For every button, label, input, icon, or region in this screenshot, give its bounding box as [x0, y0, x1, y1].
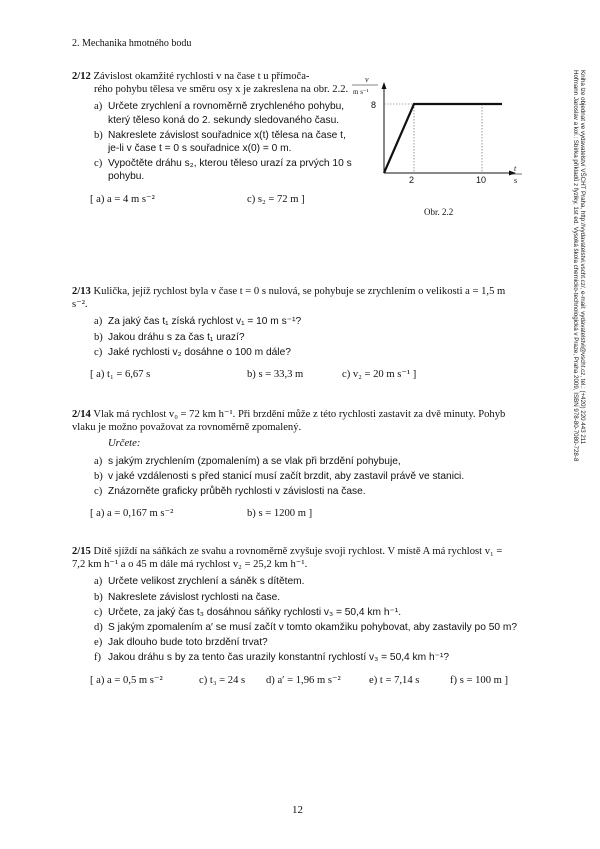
answer: [ a) t₁ = 6,67 s — [90, 369, 151, 381]
list-item: b) v jaké vzdálenosti s před stanicí musí začít brzdit, aby zastavil právě ve stanici. — [94, 470, 465, 482]
list-item: d) S jakým zpomalením a′ se musí začít v tomto okamžiku pohybovat, aby zastavily po 50 m? — [94, 622, 518, 634]
answer: c) t₃ = 24 s — [199, 674, 246, 686]
fig-y-tick-8: 8 — [371, 100, 377, 110]
problem-text: Dítě sjíždí na sáňkách ze svahu a rovnoměrně zvyšuje svoji rychlost. V místě A má rychlost v₁ = 7,2 km h⁻¹ a o 45 m dále má rychlost v₂ = 25,2 km h⁻¹. — [72, 546, 503, 571]
answer: d) a′ = 1,96 m s⁻² — [266, 674, 341, 686]
list-item: a) Určete zrychlení a rovnoměrně zrychleného pohybu, který těleso koná do 2. sekundy sledovaného času. — [94, 101, 345, 126]
list-item: a) Určete velikost zrychlení a sáněk s dítětem. — [94, 576, 305, 588]
answer: [ a) a = 4 m s⁻² — [90, 193, 155, 205]
fig-x-label-t: t — [514, 164, 517, 173]
fig-x-tick-10: 10 — [476, 175, 487, 185]
answer: c) v₂ = 20 m s⁻¹ ] — [342, 369, 417, 381]
answers-row — [72, 674, 518, 690]
list-item: f) Jakou dráhu s by za tento čas urazily konstantní rychlostí v₃ = 50,4 km h⁻¹? — [94, 652, 450, 664]
list-item: a) Za jaký čas t₁ získá rychlost v₁ = 10 m s⁻¹? — [94, 316, 302, 328]
answer: f) s = 100 m ] — [450, 674, 509, 686]
fig-y-label-v: v — [365, 75, 369, 84]
list-item: e) Jak dlouho bude toto brzdění trvat? — [94, 637, 268, 649]
answers-row — [72, 507, 518, 523]
list-item: c) Vypočtěte dráhu s₂, kterou těleso urazí za prvých 10 s pohybu. — [94, 158, 352, 183]
problem-number: 2/14 — [72, 409, 91, 420]
list-item: a) s jakým zrychlením (zpomalením) a se vlak při brzdění pohybuje, — [94, 455, 401, 467]
problem-number: 2/13 — [72, 286, 91, 297]
list-item: c) Jaké rychlosti v₂ dosáhne o 100 m dále? — [94, 346, 291, 358]
problem-text: Vlak má rychlost v₀ = 72 km h⁻¹. Při brzdění může z této rychlosti zastavit za dvě minuty. Pohyb vlaku je možno považovat za rovnoměrně zpomalený. — [72, 409, 506, 434]
list-item: b) Jakou dráhu s za čas t₁ urazí? — [94, 331, 245, 343]
side-publisher-note — [572, 70, 586, 670]
side-note-line-2: Kniha lze objednat ve vydavatelství VŠCHT Praha, http://vydavatelstvi.vscht.cz/, e-mail: vydavatelstvi@vscht.cz, tel.: (+420) 220 443 211 — [579, 70, 586, 445]
fig-y-label-unit: m s⁻¹ — [353, 88, 369, 96]
problem-text-rest: rého pohybu tělesa ve směru osy x je zakreslena na obr. 2.2. — [94, 84, 349, 96]
answer: [ a) a = 0,167 m s⁻² — [90, 508, 174, 520]
problem-2-15 — [72, 545, 518, 690]
problem-text-first-line: Závislost okamžité rychlosti v na čase t u přímoča- — [93, 71, 310, 82]
problem-2-14 — [72, 408, 518, 523]
problem-number: 2/15 — [72, 546, 91, 557]
page-number: 12 — [292, 804, 303, 816]
problem-text: Kulička, jejíž rychlost byla v čase t = 0 s nulová, se pohybuje se zrychlením o velikosti a = 1,5 m s⁻². — [72, 286, 506, 311]
answer: b) s = 33,3 m — [247, 369, 304, 381]
figure-caption: Obr. 2.2 — [424, 207, 454, 217]
list-item: b) Nakreslete závislost rychlosti na čase. — [94, 591, 281, 603]
answer: e) t = 7,14 s — [369, 674, 420, 686]
list-item: c) Určete, za jaký čas t₃ dosáhnou sáňky rychlosti v₃ = 50,4 km h⁻¹. — [94, 606, 402, 618]
fig-x-tick-2: 2 — [409, 175, 415, 185]
problem-2-12 — [72, 70, 518, 209]
problem-number: 2/12 — [72, 71, 91, 82]
list-item: c) Znázorněte graficky průběh rychlosti v závislosti na čase. — [94, 486, 366, 498]
answer: [ a) a = 0,5 m s⁻² — [90, 674, 163, 686]
problem-subhead: Určete: — [108, 438, 141, 450]
fig-x-label-unit: s — [514, 176, 518, 185]
problem-2-13 — [72, 285, 518, 384]
answer: c) s₂ = 72 m ] — [247, 193, 305, 205]
answers-row — [72, 193, 518, 209]
running-head: 2. Mechanika hmotného bodu — [72, 38, 192, 49]
answer: b) s = 1200 m ] — [247, 508, 313, 520]
answers-row — [72, 368, 518, 384]
list-item: b) Nakreslete závislost souřadnice x(t) tělesa na čase t, je-li v čase t = 0 s souřadnice x(0) = 0 m. — [94, 129, 346, 155]
side-note-line-1: Hofmann Jaroslav a kol.: Sbírka příkladů z fyziky, 1st ed. Vysoká škola chemicko-technologická v Praze, Praha 2009, ISBN 978-80-7080-728-8 — [572, 70, 579, 462]
